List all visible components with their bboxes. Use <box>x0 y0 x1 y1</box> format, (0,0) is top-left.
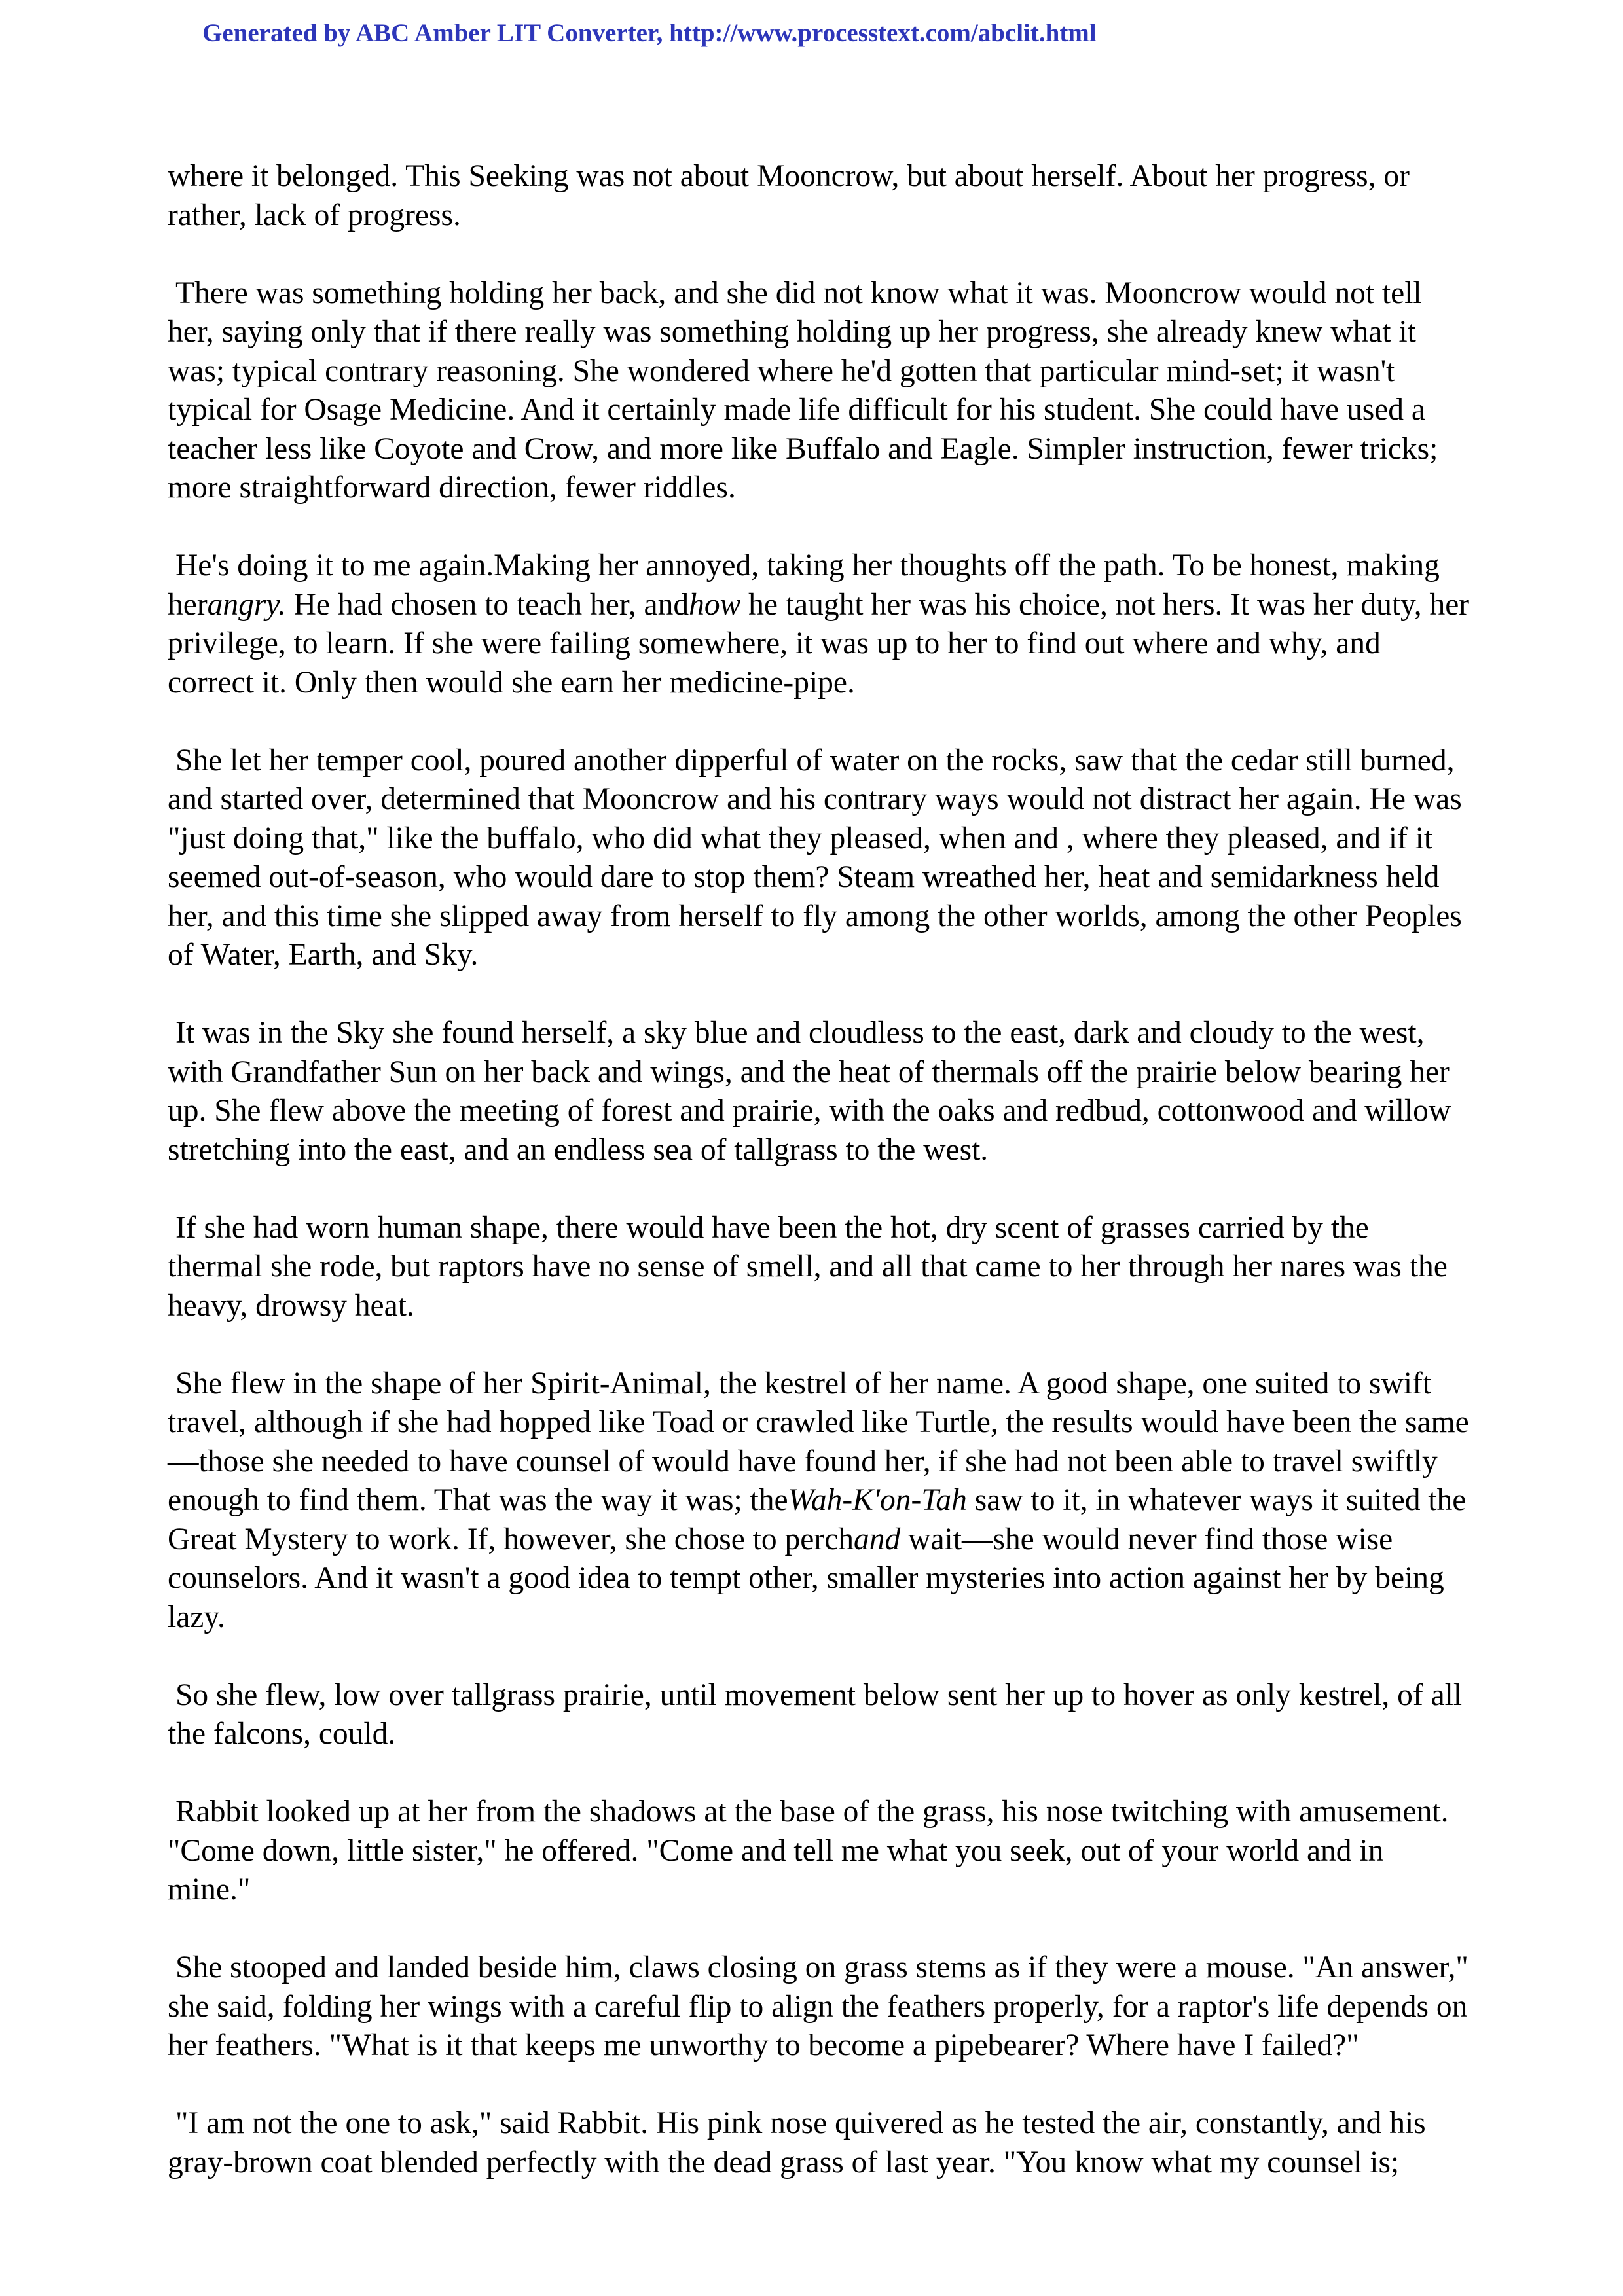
text-run: It was in the Sky she found herself, a sky blue and cloudless to the east, dark and cloudy to the west, with Grandfather Sun on her back and wings, and the heat of thermals off the prairie below bearing her up. She flew above the meeting of forest and prairie, with the oaks and redbud, cottonwood and willow stretching into the east, and an endless sea of tallgrass to the west. <box>168 1016 1451 1167</box>
text-run: He had chosen to teach her, and <box>285 587 689 622</box>
text-run: Rabbit looked up at her from the shadows at the base of the grass, his nose twitching with amusement. "Come down, little sister," he offered. "Come and tell me what you seek, out of your world and in mine." <box>168 1795 1449 1907</box>
text-run: saw to it, in whatever ways it suited the Great Mystery to work. If, however, she chose to perch <box>168 1483 1467 1556</box>
paragraph-2 <box>168 274 1470 508</box>
paragraph-4 <box>168 742 1470 975</box>
paragraph-10 <box>168 1948 1470 2066</box>
paragraph-5 <box>168 1014 1470 1170</box>
text-run: She stooped and landed beside him, claws closing on grass stems as if they were a mouse. "An answer," she said, folding her wings with a careful flip to align the feathers properly, for a raptor's life depends on her feathers. "What is it that keeps me unworthy to become a pipebearer? Where have I failed?" <box>168 1950 1468 2062</box>
text-run: He's doing it to me again.Making her annoyed, taking her thoughts off the path. To be honest, making her <box>168 548 1440 622</box>
text-run: where it belonged. This Seeking was not about Mooncrow, but about herself. About her progress, or rather, lack of progress. <box>168 159 1410 232</box>
italic-text: angry. <box>207 587 286 622</box>
page-body <box>168 157 1470 2221</box>
paragraph-7 <box>168 1365 1470 1638</box>
paragraph-1 <box>168 157 1470 235</box>
paragraph-3 <box>168 547 1470 702</box>
italic-text: and <box>854 1522 901 1556</box>
text-run: There was something holding her back, and she did not know what it was. Mooncrow would not tell her, saying only that if there really was something holding up her progress, she already knew what it was; typical contrary reasoning. She wondered where he'd gotten that particular mind-set; it wasn't typical for Osage Medicine. And it certainly made life difficult for his student. She could have used a teacher less like Coyote and Crow, and more like Buffalo and Eagle. Simpler instruction, fewer tricks; more straightforward direction, fewer riddles. <box>168 276 1438 505</box>
paragraph-6 <box>168 1209 1470 1326</box>
text-run: So she flew, low over tallgrass prairie, until movement below sent her up to hover as only kestrel, of all the falcons, could. <box>168 1677 1463 1751</box>
paragraph-9 <box>168 1793 1470 1910</box>
paragraph-11 <box>168 2104 1470 2182</box>
text-run: She let her temper cool, poured another dipperful of water on the rocks, saw that the cedar still burned, and started over, determined that Mooncrow and his contrary ways would not distract her again. He was "just doing that," like the buffalo, who did what they pleased, when and , where they pleased, and if it seemed out-of-season, who would dare to stop them? Steam wreathed her, heat and semidarkness held her, and this time she slipped away from herself to fly among the other worlds, among the other Peoples of Water, Earth, and Sky. <box>168 743 1462 972</box>
italic-text: how <box>689 587 741 622</box>
paragraph-8 <box>168 1676 1470 1754</box>
converter-header-link[interactable]: Generated by ABC Amber LIT Converter, http://www.processtext.com/abclit.html <box>202 19 1097 47</box>
text-run: wait—she would never find those wise counselors. And it wasn't a good idea to tempt other, smaller mysteries into action against her by being lazy. <box>168 1522 1444 1634</box>
text-run: "I am not the one to ask," said Rabbit. His pink nose quivered as he tested the air, constantly, and his gray-brown coat blended perfectly with the dead grass of last year. "You know what my counsel is; <box>168 2106 1426 2179</box>
italic-text: Wah-K'on-Tah <box>788 1483 967 1517</box>
text-run: If she had worn human shape, there would have been the hot, dry scent of grasses carried by the thermal she rode, but raptors have no sense of smell, and all that came to her through her nares was the heavy, drowsy heat. <box>168 1210 1448 1323</box>
text-run: he taught her was his choice, not hers. It was her duty, her privilege, to learn. If she were failing somewhere, it was up to her to find out where and why, and correct it. Only then would she earn her medicine-pipe. <box>168 587 1470 700</box>
text-run: She flew in the shape of her Spirit-Animal, the kestrel of her name. A good shape, one suited to swift travel, although if she had hopped like Toad or crawled like Turtle, the results would have been the same—those she needed to have counsel of would have found her, if she had not been able to travel swiftly enough to find them. That was the way it was; the <box>168 1366 1469 1517</box>
